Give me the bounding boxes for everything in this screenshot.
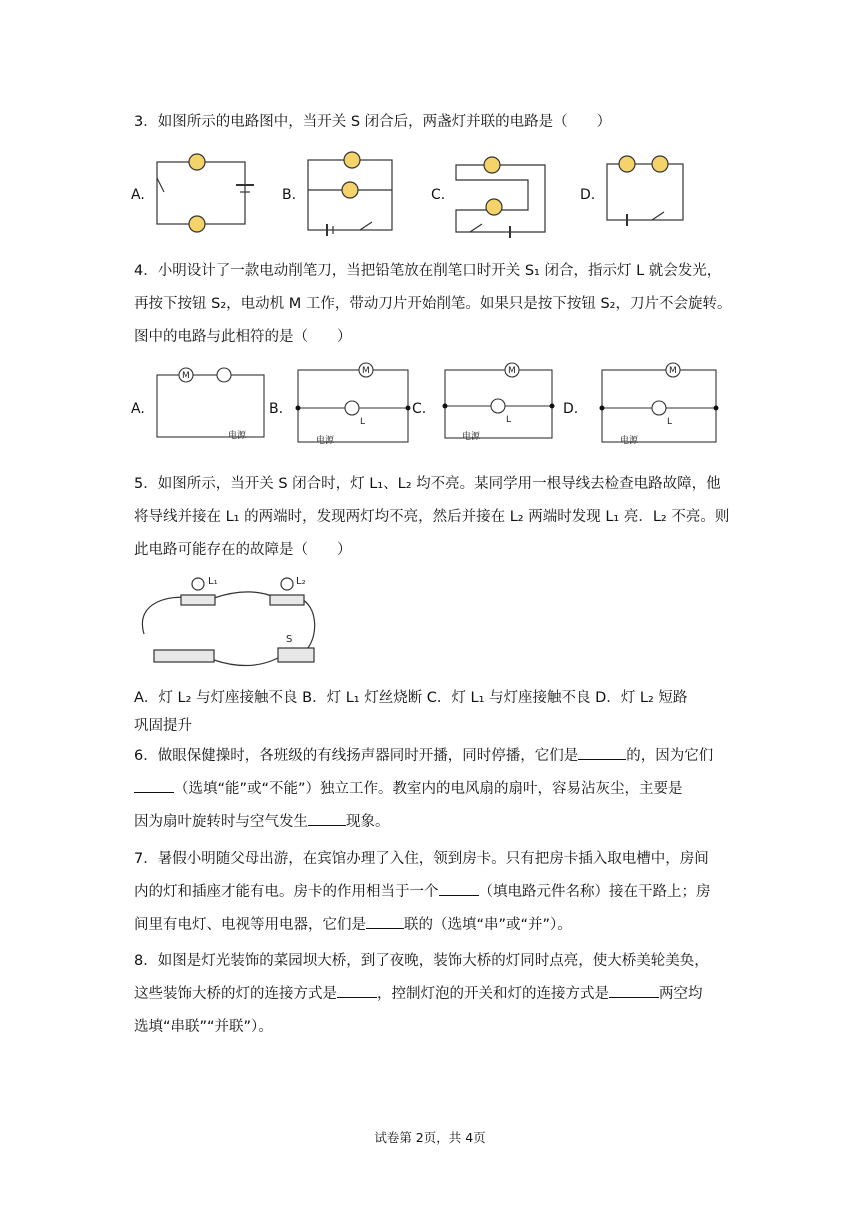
q6-l1-text-b: 的，因为它们 bbox=[626, 748, 714, 764]
q4-option-c[interactable]: C. bbox=[412, 401, 427, 417]
q3-text: 3．如图所示的电路图中，当开关 S 闭合后，两盏灯并联的电路是（ ） bbox=[134, 114, 612, 130]
q4-a-motor-label: M bbox=[182, 371, 190, 381]
svg-text:S: S bbox=[286, 634, 293, 645]
q6-l3-text-b: 现象。 bbox=[346, 814, 390, 830]
q7-line-2 bbox=[134, 880, 711, 901]
q8-line-2 bbox=[134, 982, 703, 1003]
q4-option-d[interactable]: D. bbox=[563, 401, 579, 417]
q5-line-1: 5．如图所示，当开关 S 闭合时，灯 L₁、L₂ 均不亮。某同学用一根导线去检查电路故障，他 bbox=[134, 476, 721, 492]
q7-line-3 bbox=[134, 913, 572, 934]
q8-l2-text-b: ，控制灯泡的开关和灯的连接方式是 bbox=[377, 986, 609, 1002]
q4-d-power-label: 电源 bbox=[620, 436, 639, 446]
q4-line-1: 4．小明设计了一款电动削笔刀，当把铅笔放在削笔口时开关 S₁ 闭合，指示灯 L 就会发光， bbox=[134, 263, 722, 279]
q6-l1-text-a: 6．做眼保健操时，各班级的有线扬声器同时开播，同时停播，它们是 bbox=[134, 748, 579, 764]
q4-b-lamp-label: L bbox=[360, 417, 366, 427]
q7-l3-text-b: 联的（选填“串”或“并”）。 bbox=[404, 917, 572, 933]
q7-l2-text-b: （填电路元件名称）接在干路上；房 bbox=[478, 884, 711, 900]
q4-line-2: 再按下按钮 S₂，电动机 M 工作，带动刀片开始削笔。如果只是按下按钮 S₂，刀片不会旋转。 bbox=[134, 296, 732, 312]
q4-d-motor-label: M bbox=[669, 366, 677, 376]
q6-blank-2[interactable] bbox=[134, 778, 174, 793]
q3-circuit-diagrams bbox=[0, 140, 860, 240]
q6-line-1 bbox=[134, 744, 713, 765]
q7-blank-2[interactable] bbox=[366, 914, 404, 929]
q5-answer-options: A．灯 L₂ 与灯座接触不良 B．灯 L₁ 灯丝烧断 C．灯 L₁ 与灯座接触不良 D．灯 L₂ 短路 bbox=[134, 690, 688, 706]
q4-a-power-label: 电源 bbox=[228, 431, 247, 441]
q6-line-3 bbox=[134, 810, 390, 831]
q4-option-a[interactable]: A. bbox=[131, 401, 145, 417]
q7-line-1: 7．暑假小明随父母出游，在宾馆办理了入住，领到房卡。只有把房卡插入取电槽中，房间 bbox=[134, 851, 709, 867]
q8-line-3: 选填“串联”“并联”）。 bbox=[134, 1019, 273, 1035]
q8-line-1: 8．如图是灯光装饰的菜园坝大桥，到了夜晚，装饰大桥的灯同时点亮，使大桥美轮美奂， bbox=[134, 953, 709, 969]
q7-l2-text-a: 内的灯和插座才能有电。房卡的作用相当于一个 bbox=[134, 884, 439, 900]
q6-line-2 bbox=[134, 777, 683, 798]
svg-text:L₁: L₁ bbox=[208, 576, 218, 587]
q5-circuit-photo bbox=[134, 570, 334, 670]
section-title: 巩固提升 bbox=[134, 718, 192, 734]
q4-b-power-label: 电源 bbox=[316, 436, 335, 446]
q8-l2-text-c: 两空均 bbox=[659, 986, 703, 1002]
q4-b-motor-label: M bbox=[362, 366, 370, 376]
q8-l2-text-a: 这些装饰大桥的灯的连接方式是 bbox=[134, 986, 337, 1002]
q4-circuit-diagrams bbox=[0, 360, 860, 460]
q5-line-3: 此电路可能存在的故障是（ ） bbox=[134, 542, 352, 558]
q6-l2-text: （选填“能”或“不能”）独立工作。教室内的电风扇的扇叶，容易沾灰尘，主要是 bbox=[174, 781, 683, 797]
q3-option-c[interactable]: C. bbox=[431, 187, 446, 203]
q6-blank-1[interactable] bbox=[578, 745, 626, 760]
q4-c-lamp-label: L bbox=[506, 415, 512, 425]
q8-blank-1[interactable] bbox=[337, 983, 377, 998]
q3-option-a[interactable]: A. bbox=[131, 187, 145, 203]
q3-option-d[interactable]: D. bbox=[580, 187, 596, 203]
q7-l3-text-a: 间里有电灯、电视等用电器，它们是 bbox=[134, 917, 366, 933]
svg-text:L₂: L₂ bbox=[296, 576, 306, 587]
q4-c-motor-label: M bbox=[508, 366, 516, 376]
q4-line-3: 图中的电路与此相符的是（ ） bbox=[134, 329, 352, 345]
q4-d-lamp-label: L bbox=[667, 417, 673, 427]
q7-blank-1[interactable] bbox=[439, 881, 479, 896]
q6-l3-text-a: 因为扇叶旋转时与空气发生 bbox=[134, 814, 308, 830]
q5-line-2: 将导线并接在 L₁ 的两端时，发现两灯均不亮，然后并接在 L₂ 两端时发现 L₁ 亮．L₂ 不亮。则 bbox=[134, 509, 730, 525]
page-footer: 试卷第 2页，共 4页 bbox=[374, 1130, 486, 1145]
q3-option-b[interactable]: B. bbox=[282, 187, 297, 203]
q6-blank-3[interactable] bbox=[308, 811, 346, 826]
q8-blank-2[interactable] bbox=[609, 983, 659, 998]
q4-c-power-label: 电源 bbox=[462, 432, 481, 442]
q4-option-b[interactable]: B. bbox=[269, 401, 284, 417]
